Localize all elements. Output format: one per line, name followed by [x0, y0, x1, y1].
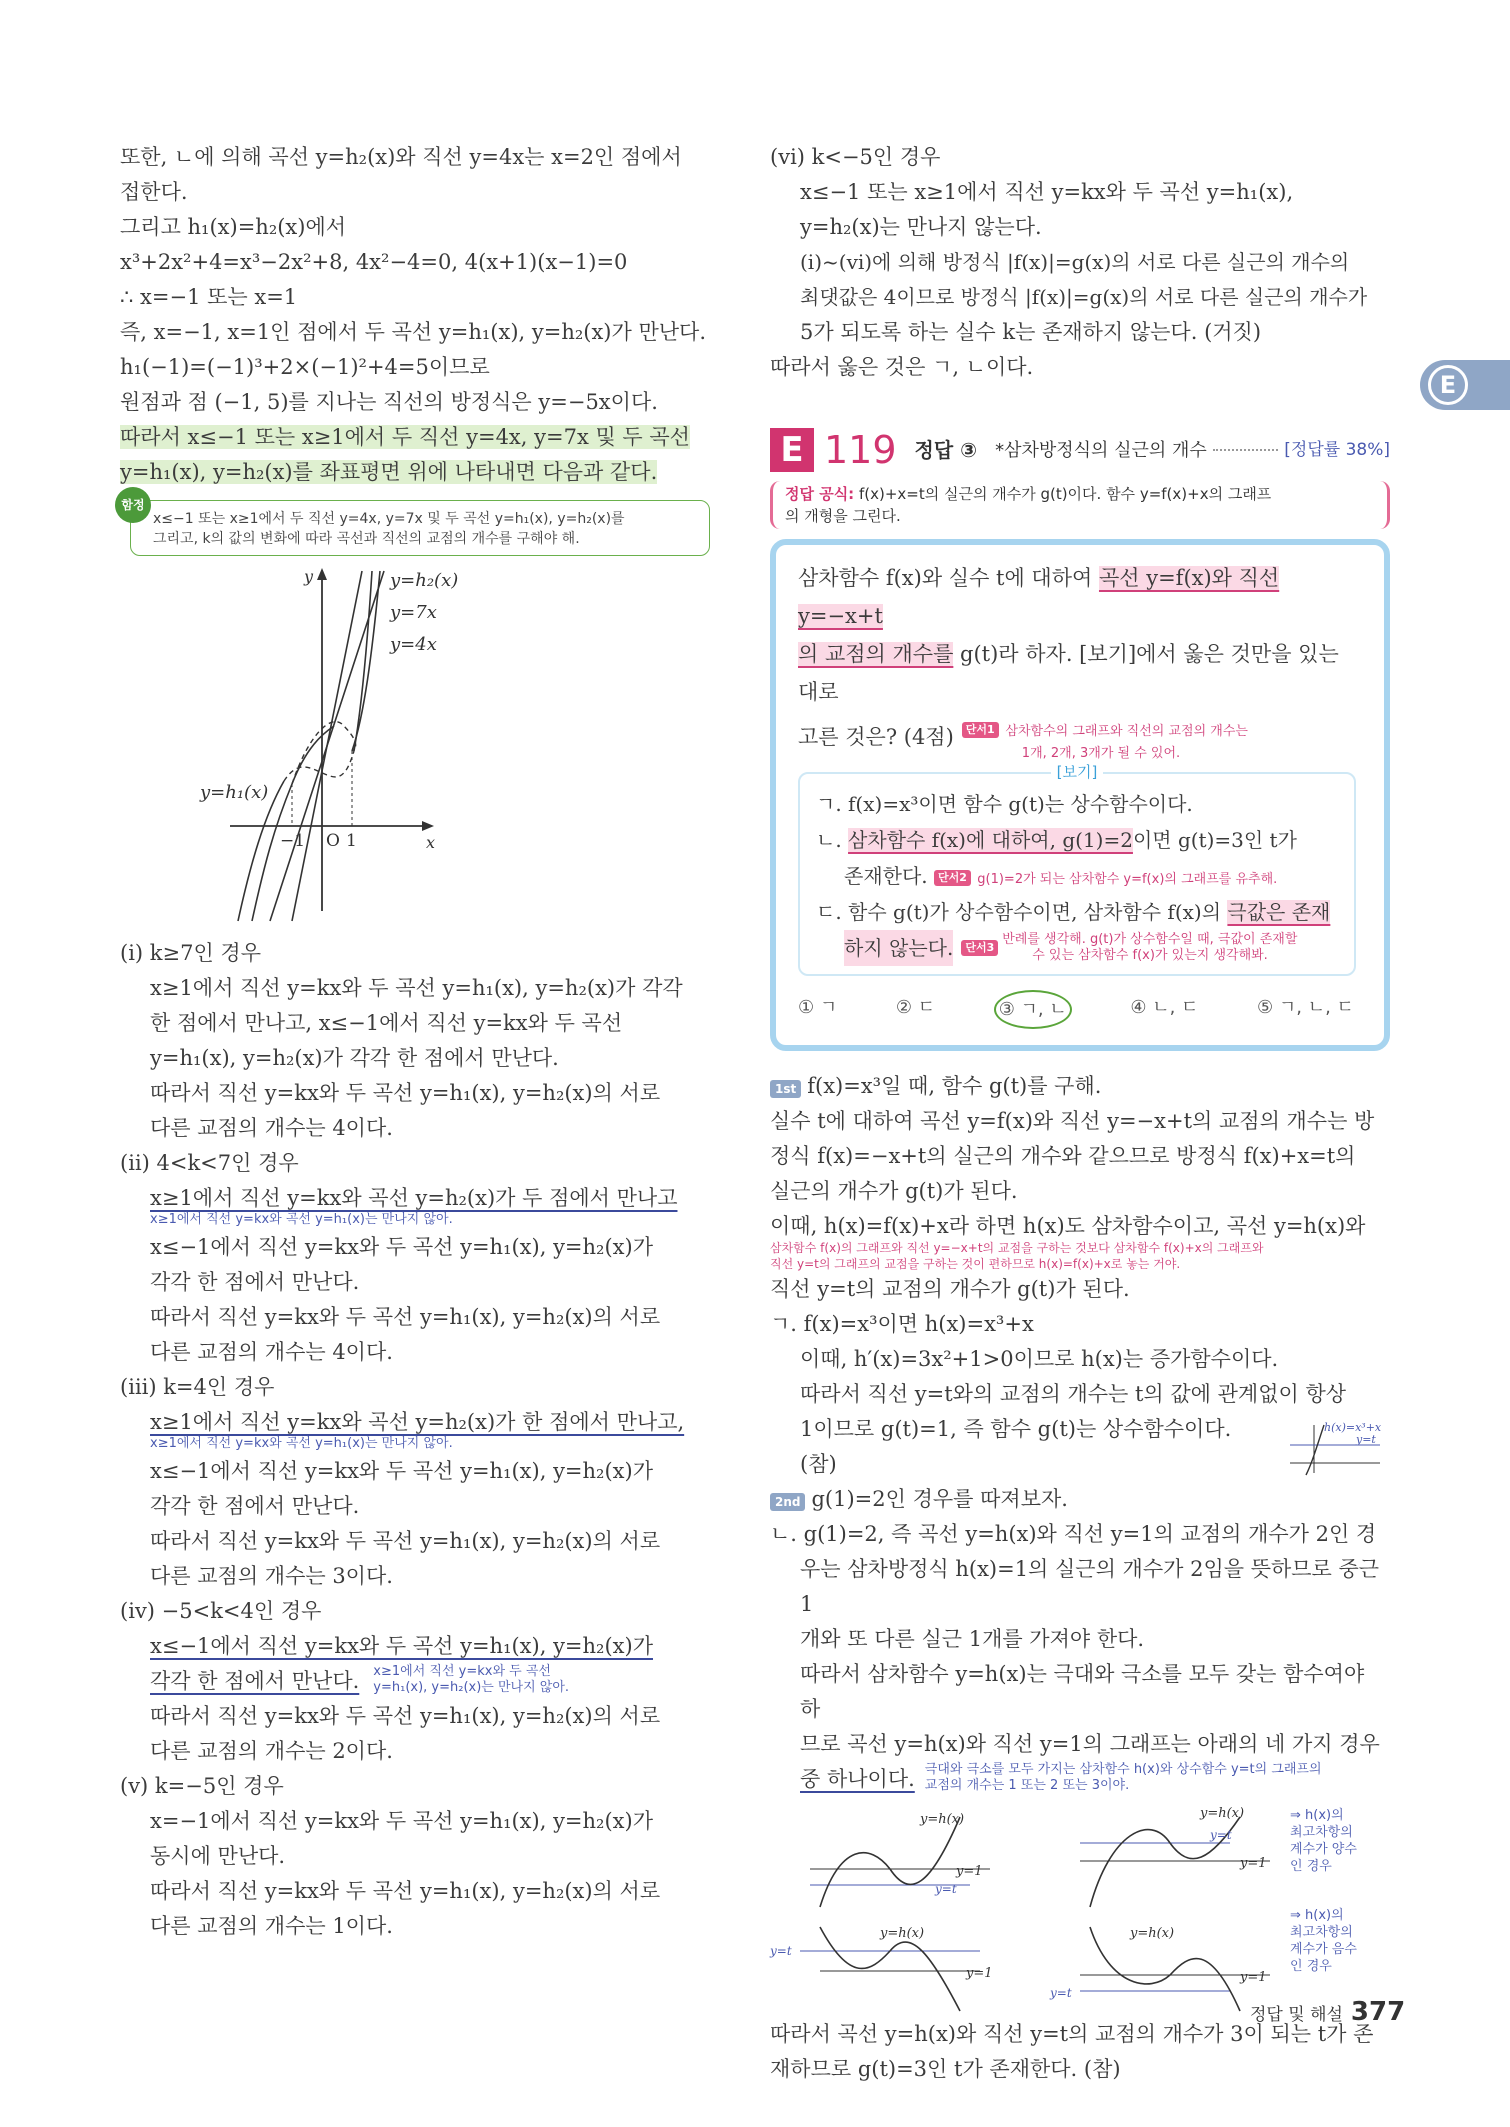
choice-5[interactable]: ⑤ ㄱ, ㄴ, ㄷ	[1257, 997, 1354, 1018]
text-line: 1이므로 g(t)=1, 즉 함수 g(t)는 상수함수이다. (참)	[800, 1417, 1232, 1476]
case-heading: (ⅵ) k<−5인 경우	[770, 145, 941, 169]
text-line: 그리고 h₁(x)=h₂(x)에서	[120, 215, 347, 239]
text-line: 따라서 곡선 y=h(x)와 직선 y=t의 교점의 개수가 3이 되는 t가 존	[770, 2022, 1374, 2046]
text-line: (ⅰ)~(ⅵ)에 의해 방정식 |f(x)|=g(x)의 서로 다른 실근의 개수의	[800, 250, 1350, 274]
negative-coef-note: ⇒ h(x)의 최고차항의 계수가 음수인 경우	[1290, 1908, 1357, 1974]
text-row	[770, 1762, 1390, 1797]
label-yt: y=t	[935, 1882, 957, 1896]
choice-1[interactable]: ① ㄱ	[798, 997, 838, 1018]
bogi-item: 존재한다. 단서2 g(1)=2가 되는 삼차함수 y=f(x)의 그래프를 유추해.	[844, 864, 1278, 888]
line-4x	[270, 571, 384, 921]
side-note-line: y=h₁(x), y=h₂(x)는 만나지 않아.	[373, 1680, 570, 1695]
answer-label: 정답 ③	[914, 437, 978, 462]
text-line: 우는 삼차방정식 h(x)=1의 실근의 개수가 2임을 뜻하므로 중근 1	[800, 1557, 1380, 1616]
step-heading: 1st f(x)=x³일 때, 함수 g(t)를 구해.	[770, 1069, 1390, 1104]
text-line: 이때, h′(x)=3x²+1>0이므로 h(x)는 증가함수이다.	[800, 1347, 1279, 1371]
step-badge: 1st	[770, 1080, 801, 1098]
label-7x: y=7x	[390, 602, 437, 623]
text-line: h₁(−1)=(−1)³+2×(−1)²+4=5이므로	[120, 355, 490, 379]
label-yt: y=t	[770, 1944, 792, 1958]
problem-topic: *삼차방정식의 실근의 개수	[995, 439, 1207, 461]
side-note: x≥1에서 직선 y=kx와 곡선 y=h₁(x)는 만나지 않아.	[150, 1212, 453, 1227]
case-graphs-positive	[770, 1803, 1390, 1913]
text-line: 또한, ㄴ에 의해 곡선 y=h₂(x)와 직선 y=4x는 x=2인 점에서	[120, 145, 682, 169]
bogi-item: ㄷ. 함수 g(t)가 상수함수이면, 삼차함수 f(x)의 극값은 존재	[816, 900, 1331, 924]
text-line: 따라서 직선 y=kx와 두 곡선 y=h₁(x), y=h₂(x)의 서로	[150, 1879, 661, 1903]
case-heading: (ⅲ) k=4인 경우	[120, 1375, 275, 1399]
text-line: 즉, x=−1, x=1인 점에서 두 곡선 y=h₁(x), y=h₂(x)가 만난다.	[120, 320, 706, 344]
formula-box	[770, 481, 1390, 529]
text-row	[120, 1664, 710, 1699]
page-number: 377	[1350, 1997, 1406, 2027]
formula-text: 의 개형을 그린다.	[785, 507, 901, 525]
problem-header	[770, 425, 1390, 475]
dotted-leader	[1213, 449, 1278, 451]
text-line: 직선 y=t의 교점의 개수가 g(t)가 된다.	[770, 1277, 1130, 1301]
text-line: ㄴ. g(1)=2, 즉 곡선 y=h(x)와 직선 y=1의 교점의 개수가 2인 경	[770, 1522, 1377, 1546]
text-line: 원점과 점 (−1, 5)를 지나는 직선의 방정식은 y=−5x이다.	[120, 390, 658, 414]
hint-box	[121, 498, 710, 556]
label-y1: y=1	[1240, 1856, 1267, 1871]
label-hx: y=h(x)	[920, 1812, 965, 1827]
text-line: 중 하나이다.	[800, 1767, 915, 1791]
text-line: x≤−1에서 직선 y=kx와 두 곡선 y=h₁(x), y=h₂(x)가	[150, 1459, 653, 1483]
cubic-graphs-positive	[770, 1803, 1290, 1913]
text-line: y=h₂(x)는 만나지 않는다.	[800, 215, 1042, 239]
text-line: x≥1에서 직선 y=kx와 두 곡선 y=h₁(x), y=h₂(x)가 각각	[150, 976, 683, 1000]
text-line: 한 점에서 만나고, x≤−1에서 직선 y=kx와 두 곡선	[150, 1011, 623, 1035]
question-text: 고른 것은? (4점)	[798, 724, 954, 749]
text-line: x≤−1에서 직선 y=kx와 두 곡선 y=h₁(x), y=h₂(x)가	[150, 1235, 653, 1259]
label-hx: y=h(x)	[880, 1926, 925, 1941]
bogi-box	[798, 763, 1356, 976]
text-line: 정식 f(x)=−x+t의 실근의 개수와 같으므로 방정식 f(x)+x=t의	[770, 1144, 1356, 1168]
text-line: 실수 t에 대하여 곡선 y=f(x)와 직선 y=−x+t의 교점의 개수는 방	[770, 1109, 1375, 1133]
mini-h-label: h(x)=x³+x	[1324, 1421, 1382, 1434]
bogi-title: [보기]	[800, 762, 1354, 782]
text-line: 따라서 직선 y=kx와 두 곡선 y=h₁(x), y=h₂(x)의 서로	[150, 1081, 661, 1105]
step-heading: 2nd g(1)=2인 경우를 따져보자.	[770, 1482, 1390, 1517]
text-line: y=h₁(x), y=h₂(x)를 좌표평면 위에 나타내면 다음과 같다.	[120, 460, 658, 484]
label-y: y	[304, 567, 314, 586]
text-line: ㄱ. f(x)=x³이면 h(x)=x³+x	[770, 1312, 1034, 1336]
text-line: 다른 교점의 개수는 4이다.	[150, 1116, 393, 1140]
text-line: x≤−1에서 직선 y=kx와 두 곡선 y=h₁(x), y=h₂(x)가	[150, 1634, 653, 1658]
text-line: x³+2x²+4=x³−2x²+8, 4x²−4=0, 4(x+1)(x−1)=0	[120, 250, 628, 274]
label-x: x	[426, 833, 436, 852]
clue-badge: 단서1	[962, 722, 999, 738]
case-heading: (ⅴ) k=−5인 경우	[120, 1774, 284, 1798]
text-line: 따라서 삼차함수 y=h(x)는 극대와 극소를 모두 갖는 함수여야 하	[800, 1662, 1365, 1721]
choice-4[interactable]: ④ ㄴ, ㄷ	[1130, 997, 1199, 1018]
side-note: x≥1에서 직선 y=kx와 곡선 y=h₁(x)는 만나지 않아.	[150, 1436, 453, 1451]
tick-1: 1	[346, 831, 357, 851]
function-graph	[200, 566, 710, 926]
label-y1: y=1	[966, 1966, 993, 1981]
side-note: 삼차함수 f(x)의 그래프와 직선 y=−x+t의 교점을 구하는 것보다 삼차함수 f(x)+x의 그래프와	[770, 1241, 1264, 1255]
label-yt: y=t	[1050, 1986, 1072, 2000]
question-line	[798, 711, 1364, 762]
side-note: 직선 y=t의 그래프의 교점을 구하는 것이 편하므로 h(x)=f(x)+x로 놓는 거야.	[770, 1257, 1181, 1271]
choice-2[interactable]: ② ㄷ	[895, 997, 936, 1018]
cubic-graphs-negative	[770, 1913, 1290, 2013]
clue-note: 1개, 2개, 3개가 될 수 있어.	[1021, 746, 1181, 761]
label-4x: y=4x	[390, 634, 437, 655]
correct-rate: [정답률 38%]	[1284, 439, 1390, 460]
text-line: x≥1에서 직선 y=kx와 곡선 y=h₂(x)가 두 점에서 만나고	[150, 1186, 678, 1210]
hint-badge: 함정	[115, 487, 151, 523]
text-line: x≥1에서 직선 y=kx와 곡선 y=h₂(x)가 한 점에서 만나고,	[150, 1410, 685, 1434]
hint-text: 그리고, k의 값의 변화에 따라 곡선과 직선의 교점의 개수를 구해야 해.	[153, 531, 580, 547]
text-line: 각각 한 점에서 만난다.	[150, 1669, 360, 1693]
clue-badge: 단서2	[934, 870, 971, 886]
text-line: 재하므로 g(t)=3인 t가 존재한다. (참)	[770, 2057, 1121, 2081]
bogi-item: 하지 않는다. 단서3 반례를 생각해. g(t)가 상수함수일 때, 극값이 존재할 수 있는 삼차함수 f(x)가 있는지 생각해봐.	[816, 930, 1340, 966]
side-note	[373, 1664, 569, 1696]
clue-note: g(1)=2가 되는 삼차함수 y=f(x)의 그래프를 유추해.	[977, 872, 1278, 887]
step-badge: 2nd	[770, 1493, 805, 1511]
label-hx: y=h(x)	[1130, 1926, 1175, 1941]
clue-1	[962, 711, 1248, 762]
text-row	[770, 1412, 1390, 1482]
bogi-item: ㄴ. 삼차함수 f(x)에 대하여, g(1)=2이면 g(t)=3인 t가	[816, 828, 1297, 852]
text-line: 실근의 개수가 g(t)가 된다.	[770, 1179, 1018, 1203]
label-yt: y=t	[1210, 1828, 1232, 1842]
section-tab-letter: E	[1428, 365, 1468, 405]
clue-note: 반례를 생각해. g(t)가 상수함수일 때, 극값이 존재할 수 있는 삼차함수 f(x)가 있는지 생각해봐.	[1002, 932, 1298, 963]
text-line: 따라서 직선 y=kx와 두 곡선 y=h₁(x), y=h₂(x)의 서로	[150, 1305, 661, 1329]
mini-t-label: y=t	[1356, 1433, 1376, 1446]
label-h1: y=h₁(x)	[200, 782, 269, 803]
hint-text: x≤−1 또는 x≥1에서 두 직선 y=4x, y=7x 및 두 곡선 y=h₁(x), y=h₂(x)를	[153, 511, 625, 527]
text-line: 이때, h(x)=f(x)+x라 하면 h(x)도 삼차함수이고, 곡선 y=h(x)와	[770, 1214, 1366, 1238]
text-line: 따라서 x≤−1 또는 x≥1에서 두 직선 y=4x, y=7x 및 두 곡선	[120, 425, 690, 449]
text-line: 다른 교점의 개수는 3이다.	[150, 1564, 393, 1588]
text-line: 최댓값은 4이므로 방정식 |f(x)|=g(x)의 서로 다른 실근의 개수가	[800, 285, 1368, 309]
text-line: 개와 또 다른 실근 1개를 가져야 한다.	[800, 1627, 1145, 1651]
tick-origin: O	[326, 831, 340, 851]
label-hx: y=h(x)	[1200, 1806, 1245, 1821]
mini-graph	[1280, 1419, 1390, 1475]
text-line: 각각 한 점에서 만난다.	[150, 1494, 360, 1518]
text-line: 따라서 직선 y=kx와 두 곡선 y=h₁(x), y=h₂(x)의 서로	[150, 1704, 661, 1728]
text-line: 다른 교점의 개수는 4이다.	[150, 1340, 393, 1364]
side-note-line: x≥1에서 직선 y=kx와 두 곡선	[373, 1664, 551, 1679]
text-line: 각각 한 점에서 만난다.	[150, 1270, 360, 1294]
text-line: x≤−1 또는 x≥1에서 직선 y=kx와 두 곡선 y=h₁(x),	[800, 180, 1294, 204]
page-footer	[1250, 1995, 1405, 2033]
text-line: 다른 교점의 개수는 1이다.	[150, 1914, 393, 1938]
text-line: 므로 곡선 y=h(x)와 직선 y=1의 그래프는 아래의 네 가지 경우	[800, 1732, 1380, 1756]
section-tab[interactable]	[1420, 360, 1510, 410]
question-line: 의 교점의 개수를 g(t)라 하자. [보기]에서 옳은 것만을 있는 대로	[798, 642, 1339, 704]
case-heading: (ⅰ) k≥7인 경우	[120, 941, 261, 965]
problem-number: 119	[824, 427, 897, 472]
case-heading: (ⅳ) −5<k<4인 경우	[120, 1599, 322, 1623]
label-y1: y=1	[1240, 1970, 1267, 1985]
label-h2: y=h₂(x)	[390, 570, 459, 591]
bogi-item: ㄱ. f(x)=x³이면 함수 g(t)는 상수함수이다.	[816, 792, 1193, 816]
clue-badge: 단서3	[961, 940, 998, 956]
formula-text: f(x)+x=t의 실근의 개수가 g(t)이다. 함수 y=f(x)+x의 그래프	[854, 485, 1272, 503]
question-line: 삼차함수 f(x)와 실수 t에 대하여 곡선 y=f(x)와 직선 y=−x+t	[798, 566, 1280, 628]
clue-note: 삼차함수의 그래프와 직선의 교점의 개수는	[1005, 724, 1248, 739]
text-line: x=−1에서 직선 y=kx와 두 곡선 y=h₁(x), y=h₂(x)가	[150, 1809, 653, 1833]
tick-minus1: −1	[280, 831, 306, 851]
text-line: 따라서 직선 y=kx와 두 곡선 y=h₁(x), y=h₂(x)의 서로	[150, 1529, 661, 1553]
right-column	[770, 140, 1390, 2087]
formula-label: 정답 공식:	[785, 485, 855, 503]
positive-coef-note: ⇒ h(x)의 최고차항의 계수가 양수인 경우	[1290, 1808, 1357, 1874]
choice-3[interactable]: ③ ㄱ, ㄴ	[994, 990, 1072, 1029]
side-note: 극대와 극소를 모두 가지는 삼차함수 h(x)와 상수함수 y=t의 그래프의 교점의 개수는 1 또는 2 또는 3이야.	[924, 1762, 1322, 1793]
text-line: 따라서 옳은 것은 ㄱ, ㄴ이다.	[770, 355, 1034, 379]
text-line: 따라서 직선 y=t와의 교점의 개수는 t의 값에 관계없이 항상	[800, 1382, 1347, 1406]
answer-choices	[798, 990, 1364, 1029]
text-line: 다른 교점의 개수는 2이다.	[150, 1739, 393, 1763]
case-heading: (ⅱ) 4<k<7인 경우	[120, 1151, 299, 1175]
text-line: y=h₁(x), y=h₂(x)가 각각 한 점에서 만난다.	[150, 1046, 559, 1070]
text-line: 동시에 만난다.	[150, 1844, 286, 1868]
label-y1: y=1	[956, 1864, 983, 1879]
section-letter: E	[770, 428, 814, 472]
text-line: 5가 되도록 하는 실수 k는 존재하지 않는다. (거짓)	[800, 320, 1262, 344]
question-box	[770, 539, 1390, 1051]
text-line: 접한다.	[120, 180, 188, 204]
text-line: ∴ x=−1 또는 x=1	[120, 285, 298, 309]
footer-label: 정답 및 해설	[1250, 2005, 1343, 2025]
left-column	[120, 140, 710, 1944]
